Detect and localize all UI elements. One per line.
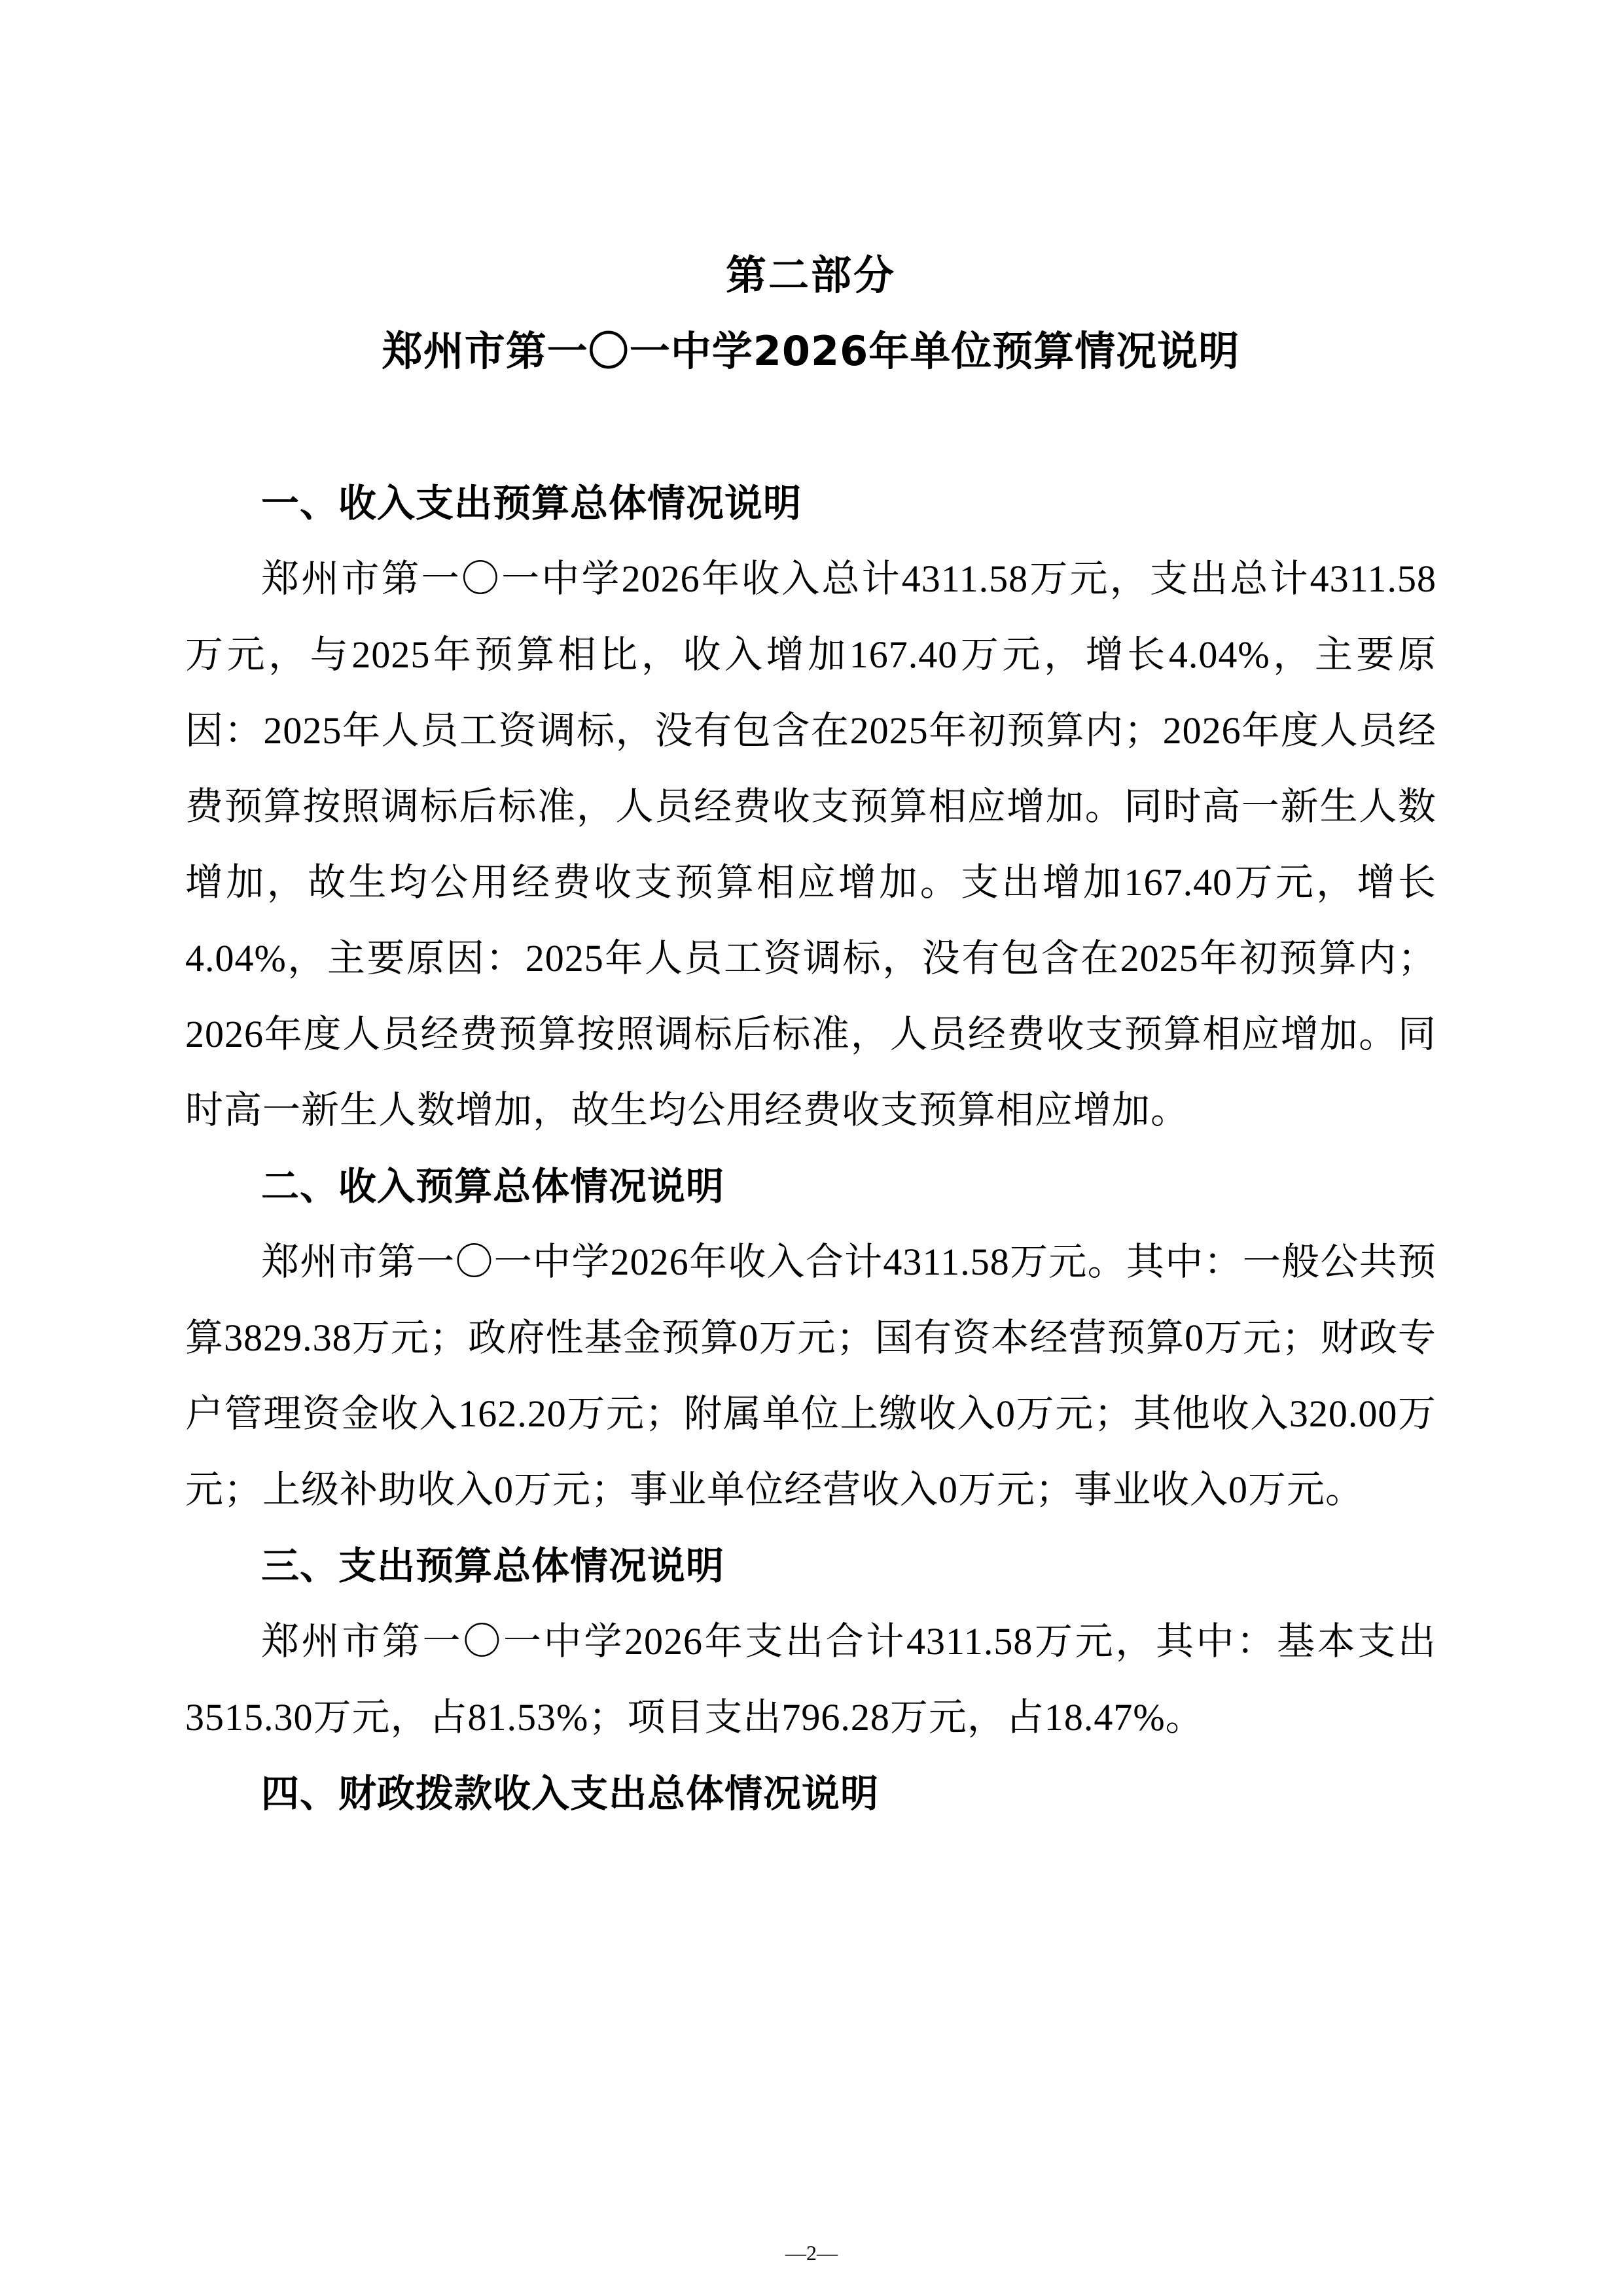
section-2-paragraph: 郑州市第一〇一中学2026年收入合计4311.58万元。其中：一般公共预算3829.38万元；政府性基金预算0万元；国有资本经营预算0万元；财政专户管理资金收入162.20万元；附属单位上缴收入0万元；其他收入320.00万元；上级补助收入0万元；事业单位经营收入0万元；事业收入0万元。 — [185, 1241, 1436, 1511]
section-fiscal-appropriation-overview — [185, 1756, 1436, 1831]
part-title: 第二部分 — [725, 251, 896, 299]
document-content — [185, 238, 1436, 1831]
section-2-heading: 二、收入预算总体情况说明 — [261, 1164, 725, 1209]
document-title: 郑州市第一〇一中学2026年单位预算情况说明 — [382, 327, 1240, 375]
section-expenditure-overview — [185, 1528, 1436, 1756]
section-4-heading: 四、财政拨款收入支出总体情况说明 — [261, 1771, 880, 1816]
section-income-overview — [185, 1148, 1436, 1528]
page-number: —2— — [785, 2241, 838, 2265]
section-1-paragraph: 郑州市第一〇一中学2026年收入总计4311.58万元，支出总计4311.58万元，与2025年预算相比，收入增加167.40万元，增长4.04%，主要原因：2025年人员工资调标，没有包含在2025年初预算内；2026年度人员经费预算按照调标后标准，人员经费收支预算相应增加。同时高一新生人数增加，故生均公用经费收支预算相应增加。支出增加167.40万元，增长4.04%，主要原因：2025年人员工资调标，没有包含在2025年初预算内；2026年度人员经费预算按照调标后标准，人员经费收支预算相应增加。同时高一新生人数增加，故生均公用经费收支预算相应增加。 — [185, 557, 1436, 1131]
section-3-paragraph: 郑州市第一〇一中学2026年支出合计4311.58万元，其中：基本支出3515.30万元，占81.53%；项目支出796.28万元，占18.47%。 — [185, 1620, 1436, 1739]
section-1-heading: 一、收入支出预算总体情况说明 — [261, 481, 802, 525]
section-3-heading: 三、支出预算总体情况说明 — [261, 1544, 725, 1588]
section-income-expenditure-overview — [185, 465, 1436, 1148]
